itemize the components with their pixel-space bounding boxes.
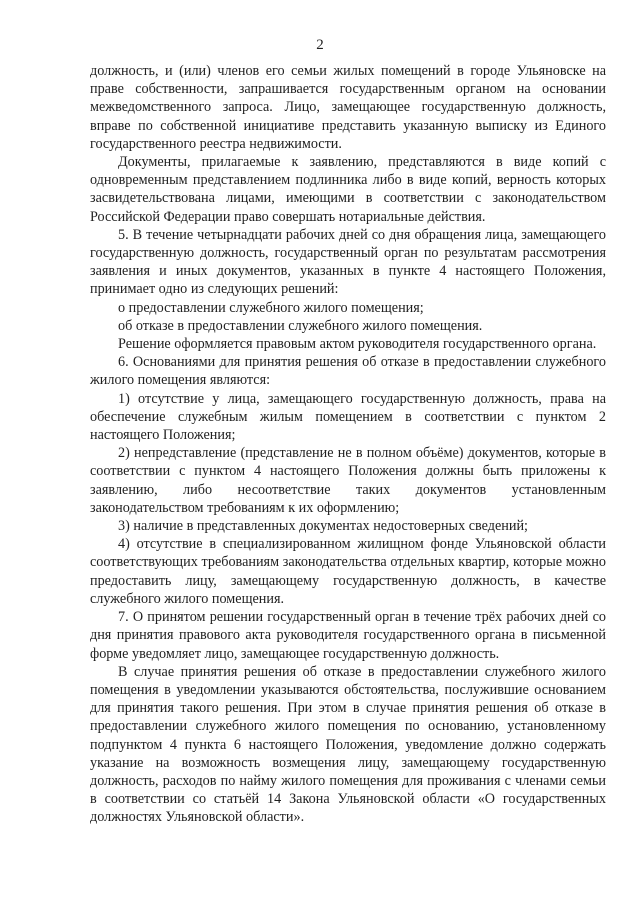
page-number: 2 bbox=[316, 37, 324, 53]
paragraph-ground-4: 4) отсутствие в специализированном жилищном фонде Ульяновской области соответствующих требованиям законодательства отдельных квартир, которые можно предоставить лицу, замещающему государственную должность, в качестве служебного жилого помещения. bbox=[90, 536, 606, 607]
paragraph-item-5: 5. В течение четырнадцати рабочих дней со дня обращения лица, замещающего государственную должность, государственный орган по результатам рассмотрения заявления и иных документов, указанных в пункте 4 настоящего Положения, принимает одно из следующих решений: bbox=[90, 226, 606, 298]
paragraph-documents-copies: Документы, прилагаемые к заявлению, представляются в виде копий с одновременным представлением подлинника либо в виде копий, верность которых засвидетельствована лицами, имеющими в соответствии с законодательством Российской Федерации право совершать нотариальные действия. bbox=[90, 154, 606, 225]
paragraph-ground-3: 3) наличие в представленных документах недостоверных сведений; bbox=[118, 518, 528, 535]
paragraph-ground-2: 2) непредставление (представление не в полном объёме) документов, которые в соответствии с пунктом 4 настоящего Положения должны быть приложены к заявлению, либо несоответствие таких документов установленным законодательством требованиям к их оформлению; bbox=[90, 445, 606, 516]
paragraph-item-6: 6. Основаниями для принятия решения об отказе в предоставлении служебного жилого помещения являются: bbox=[90, 354, 606, 389]
paragraph-decision-form: Решение оформляется правовым актом руководителя государственного органа. bbox=[118, 336, 597, 353]
paragraph-ground-1: 1) отсутствие у лица, замещающего государственную должность, права на обеспечение служебным жилым помещением в соответствии с пунктом 2 настоящего Положения; bbox=[90, 390, 606, 444]
paragraph-decision-refuse: об отказе в предоставлении служебного жилого помещения. bbox=[118, 317, 483, 334]
paragraph-continuation: должность, и (или) членов его семьи жилых помещений в городе Ульяновске на праве собственности, запрашивается государственным органом на основании межведомственного запроса. Лицо, замещающее государственную должность, вправе по собственной инициативе представить указанную выписку из Единого государственного реестра недвижимости. bbox=[90, 63, 606, 152]
paragraph-refusal-notice: В случае принятия решения об отказе в предоставлении служебного жилого помещения в уведомлении указываются обстоятельства, послужившие основанием для принятия такого решения. При этом в случае принятия решения об отказе в предоставлении служебного жилого помещения по основанию, установленному подпунктом 4 пункта 6 настоящего Положения, уведомление должно содержать указание на возможность возмещения лицу, замещающему государственную должность, расходов по найму жилого помещения для проживания с членами семьи в соответствии со статьёй 14 Закона Ульяновской области «О государственных должностях Ульяновской области». bbox=[90, 663, 606, 826]
document-body bbox=[90, 62, 606, 827]
paragraph-item-7: 7. О принятом решении государственный орган в течение трёх рабочих дней со дня принятия правового акта руководителя государственного органа в письменной форме уведомляет лицо, замещающее государственную должность. bbox=[90, 609, 606, 662]
paragraph-decision-grant: о предоставлении служебного жилого помещения; bbox=[118, 299, 424, 316]
